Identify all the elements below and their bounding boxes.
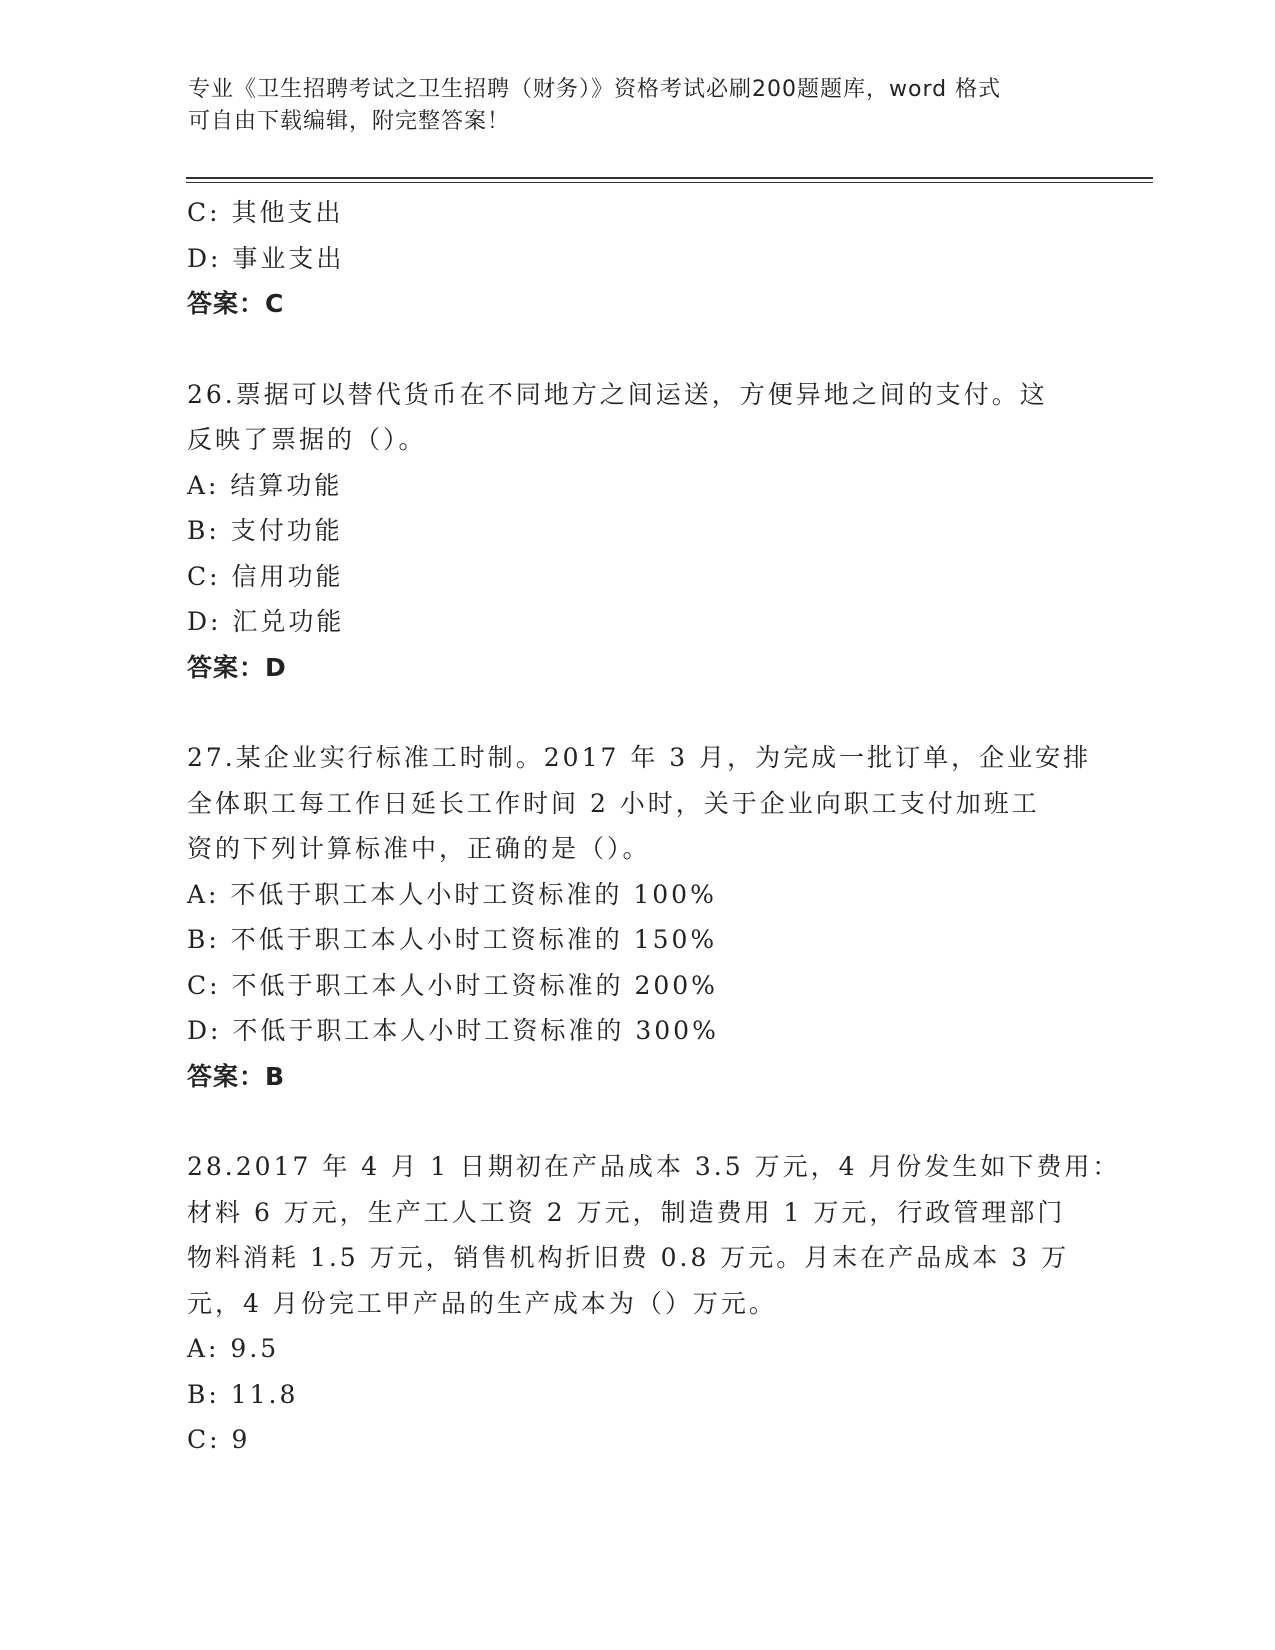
question-text-line: 材料 6 万元，生产工人工资 2 万元，制造费用 1 万元，行政管理部门: [187, 1197, 1066, 1227]
question-block-27: [187, 735, 1092, 1099]
option-a: A: 不低于职工本人小时工资标准的 100%: [187, 879, 717, 909]
spacer: [187, 1099, 1087, 1144]
option-b: B: 支付功能: [187, 516, 343, 545]
question-text-line: 物料消耗 1.5 万元，销售机构折旧费 0.8 万元。月末在产品成本 3 万: [187, 1243, 1070, 1272]
spacer: [187, 327, 1087, 372]
option-c: C: 不低于职工本人小时工资标准的 200%: [187, 970, 718, 1000]
option-b: B: 11.8: [187, 1379, 299, 1409]
option-b: B: 不低于职工本人小时工资标准的 150%: [187, 925, 718, 954]
option-d: D: 不低于职工本人小时工资标准的 300%: [187, 1016, 719, 1045]
option-d: D: 汇兑功能: [187, 607, 345, 636]
question-text-line: 26.票据可以替代货币在不同地方之间运送，方便异地之间的支付。这: [187, 379, 1048, 409]
answer-line: 答案：B: [187, 1061, 286, 1091]
header-rule-thin: [186, 182, 1153, 183]
question-text-line: 28.2017 年 4 月 1 日期初在产品成本 3.5 万元，4 月份发生如下费用：: [187, 1152, 1121, 1181]
question-block-28: [187, 1144, 1121, 1463]
option-d: D: 事业支出: [187, 243, 345, 273]
option-c: C: 其他支出: [187, 198, 344, 227]
question-text-line: 资的下列计算标准中，正确的是（）。: [187, 834, 651, 863]
question-text-line: 反映了票据的（）。: [187, 425, 427, 454]
question-text-line: 元，4 月份完工甲产品的生产成本为（）万元。: [187, 1288, 777, 1318]
header-line-2: 可自由下载编辑，附完整答案！: [188, 109, 511, 134]
header-rule-thick: [186, 177, 1153, 179]
option-a: A: 9.5: [187, 1334, 280, 1363]
question-block-25: [187, 190, 1087, 327]
question-block-26: [187, 372, 1087, 691]
option-c: C: 9: [187, 1425, 251, 1454]
document-body: [187, 190, 1121, 1463]
option-c: C: 信用功能: [187, 561, 344, 591]
option-a: A: 结算功能: [187, 470, 343, 500]
answer-line: 答案：D: [187, 652, 287, 682]
document-header: [188, 74, 1068, 138]
header-line-1: 专业《卫生招聘考试之卫生招聘（财务）》资格考试必刷200题题库，word 格式: [188, 77, 1002, 102]
question-text-line: 全体职工每工作日延长工作时间 2 小时，关于企业向职工支付加班工: [187, 788, 1040, 818]
spacer: [187, 690, 1087, 735]
question-text-line: 27.某企业实行标准工时制。2017 年 3 月，为完成一批订单，企业安排: [187, 743, 1092, 772]
answer-line: 答案：C: [187, 289, 285, 318]
